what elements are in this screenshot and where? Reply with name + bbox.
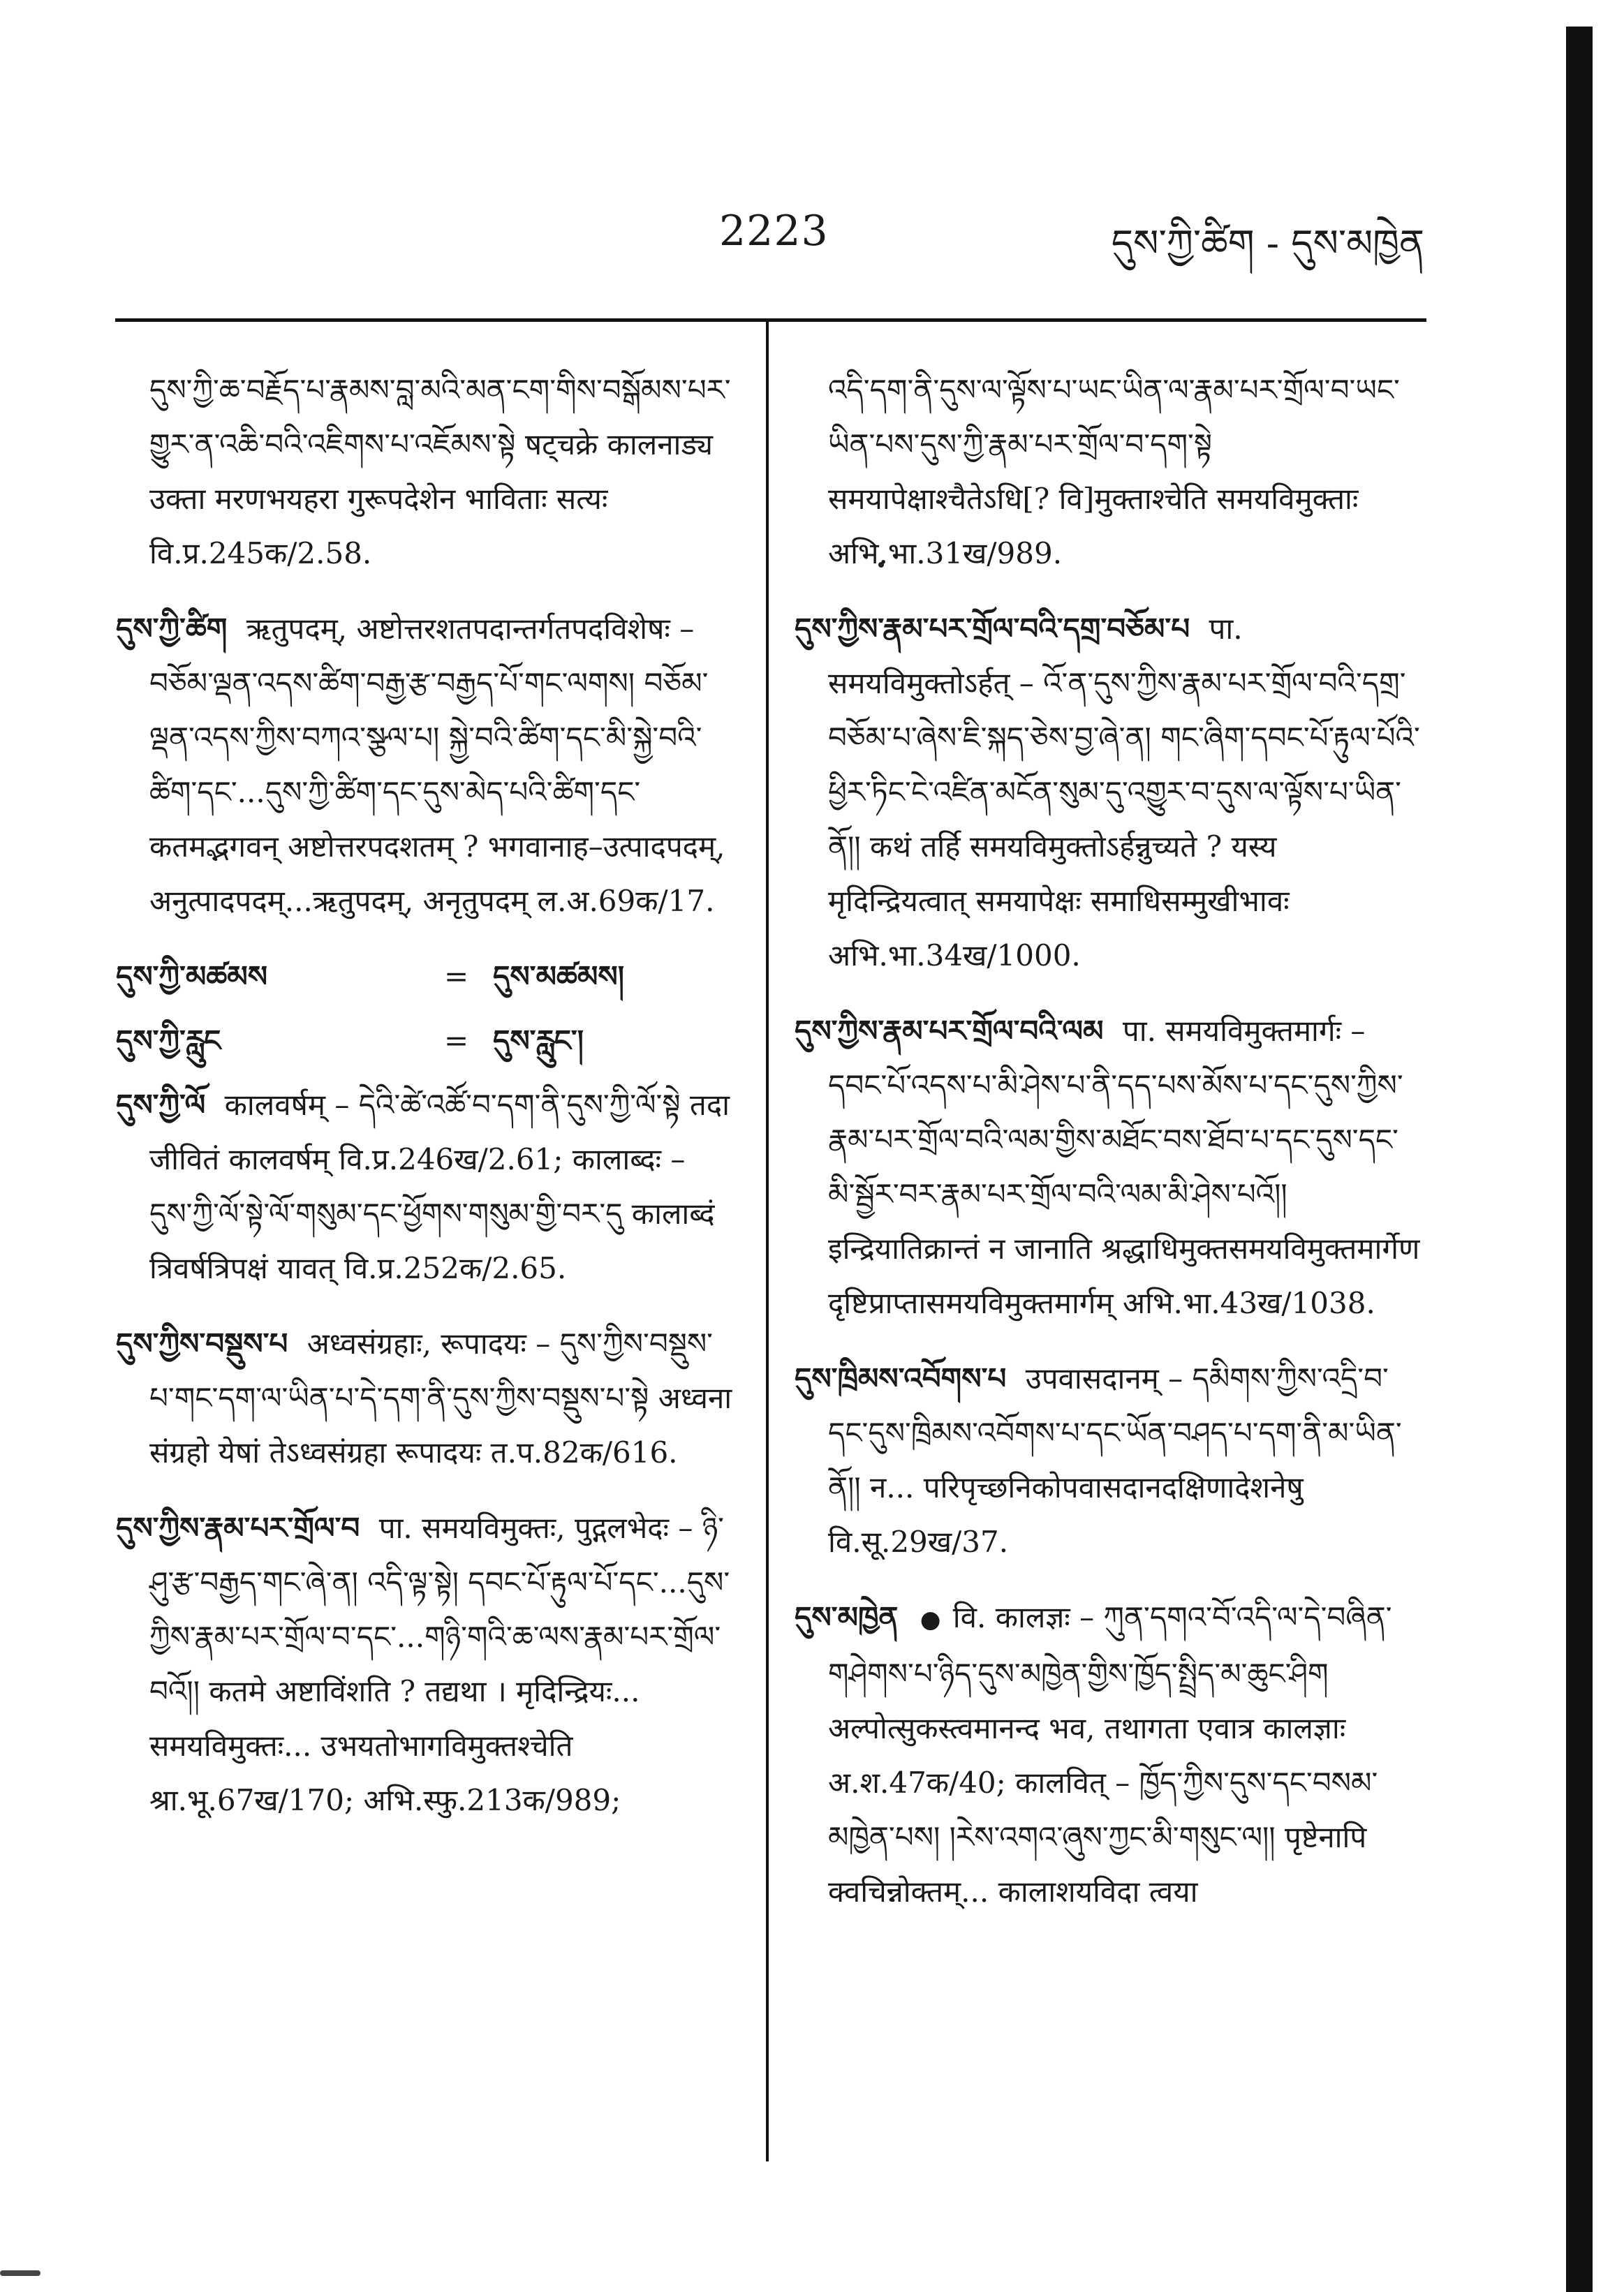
dictionary-entry <box>795 1352 1423 1569</box>
equals-sign: = <box>444 1023 469 1058</box>
scan-edge-bar <box>1566 27 1593 2292</box>
right-column <box>795 334 1423 1940</box>
dictionary-entry <box>116 1078 736 1296</box>
scan-smudge <box>0 2270 40 2276</box>
dictionary-entry <box>795 1004 1423 1331</box>
dictionary-entry <box>116 602 736 929</box>
entry-headword: དུས་ཁྲིམས་འབོགས་པ <box>795 1361 1007 1396</box>
dictionary-entry <box>116 1317 736 1480</box>
bullet-icon: ● <box>920 1606 941 1634</box>
running-head: དུས་ཀྱི་ཚིག - དུས་མཁྱེན <box>1111 221 1424 265</box>
entry-continuation: དུས་ཀྱི་ཆ་བརྗོད་པ་རྣམས་བླ་མའི་མན་ངག་གིས་བསྒོམས་པར་གྱུར་ན་འཆི་བའི་འཇིགས་པ་འཇོམས་སྟེ षट्चक्रे कालनाड्य उक्ता मरणभयहरा गुरूपदेशेन भाविताः सत्यः वि.प्र.245क/2.58. <box>149 373 731 570</box>
left-column <box>116 334 736 1849</box>
entry-headword: དུས་ཀྱིས་རྣམ་པར་གྲོལ་བའི་ལམ <box>795 1014 1104 1048</box>
entry-definition: उपवासदानम् – དམིགས་ཀྱིས་འདྲི་བ་དང་དུས་ཁྲིམས་འབོགས་པ་དང་ཡོན་བཤད་པ་དག་ནི་མ་ཡིན་ནོ།། न... परिपृच्छनिकोपवासदानदक्षिणादेशनेषु वि.सू.29ख/37. <box>828 1361 1402 1559</box>
column-divider <box>766 318 769 2161</box>
entry-definition: पा. समयविमुक्तः, पुद्गलभेदः – ཉི་ཤུ་རྩ་བརྒྱད་གང་ཞེ་ན། འདི་ལྟ་སྟེ། དབང་པོ་རྟུལ་པོ་དང་...དུས་ཀྱིས་རྣམ་པར་གྲོལ་བ་དང་...གཉི་གའི་ཆ་ལས་རྣམ་པར་གྲོལ་བའོ།། कतमे अष्टाविंशति ? तद्यथा । मृदिन्द्रियः... समयविमुक्तः... उभयतोभागविमुक्तश्चेति श्रा.भू.67ख/170; अभि.स्फु.213क/989; <box>149 1511 730 1817</box>
entry-headword: དུས་ཀྱིས་རྣམ་པར་གྲོལ་བའི་དགྲ་བཅོམ་པ <box>795 612 1190 646</box>
entry-definition: पा. समयविमुक्तमार्गः – དབང་པོ་འདས་པ་མི་ཤེས་པ་ནི་དད་པས་མོས་པ་དང་དུས་ཀྱིས་རྣམ་པར་གྲོལ་བའི་ལམ་གྱིས་མཐོང་བས་ཐོབ་པ་དང་དུས་དང་མི་སྦྱོར་བར་རྣམ་པར་གྲོལ་བའི་ལམ་མི་ཤེས་པའོ།། इन्द्रियातिक्रान्तं न जानाति श्रद्धाधिमुक्तसमयविमुक्तमार्गेण दृष्टिप्राप्तासमयविमुक्तमार्गम् अभि.भा.43ख/1038. <box>828 1014 1420 1320</box>
entry-continuation: འདི་དག་ནི་དུས་ལ་ལྟོས་པ་ཡང་ཡིན་ལ་རྣམ་པར་གྲོལ་བ་ཡང་ཡིན་པས་དུས་ཀྱི་རྣམ་པར་གྲོལ་བ་དག་སྟེ समयापेक्षाश्चैतेऽधि[? वि]मुक्ताश्चेति समयविमुक्ताः अभि.भा.31ख/989. <box>828 373 1400 570</box>
entry-definition: कालवर्षम् – དེའི་ཚེ་འཚོ་བ་དག་ནི་དུས་ཀྱི་ལོ་སྟེ तदा जीवितं कालवर्षम् वि.प्र.246ख/2.61; कालाब्दः – དུས་ཀྱི་ལོ་སྟེ་ལོ་གསུམ་དང་ཕྱོགས་གསུམ་གྱི་བར་དུ कालाब्दं त्रिवर्षत्रिपक्षं यावत् वि.प्र.252क/2.65. <box>149 1088 730 1285</box>
entry-headword: དུས་ཀྱིས་རྣམ་པར་གྲོལ་བ <box>116 1511 360 1545</box>
cross-reference-target: དུས་མཚམས། <box>493 959 625 993</box>
entry-headword: དུས་ཀྱི་ལོ <box>116 1088 206 1122</box>
header-rule <box>115 318 1426 322</box>
dictionary-entry <box>795 1590 1423 1919</box>
entry-headword: དུས་ཀྱི་ཚིག <box>116 612 228 646</box>
entry-headword: དུས་ཀྱིས་བསྡུས་པ <box>116 1326 288 1361</box>
entry-definition: वि. कालज्ञः – ཀུན་དགའ་བོ་འདི་ལ་དེ་བཞིན་གཤེགས་པ་ཉིད་དུས་མཁྱེན་གྱིས་ཁྱོད་སྤྲིད་མ་ཆུང་ཤིག अल्पोत्सुकस्त्वमानन्द भव, तथागता एवात्र कालज्ञाः अ.श.47क/40; कालवित् – ཁྱོད་ཀྱིས་དུས་དང་བསམ་མཁྱེན་པས། །རེས་འགའ་ཞུས་ཀྱང་མི་གསུང་ལ།། पृष्टेनापि क्वचिन्नोक्तम्... कालाशयविदा त्वया <box>828 1600 1392 1909</box>
entry-headword: དུས་མཁྱེན <box>795 1600 899 1634</box>
cross-reference-target: དུས་རླུང་། <box>493 1023 584 1058</box>
entry-headword: དུས་ཀྱི་མཚམས <box>116 959 268 993</box>
entry-definition: पा. समयविमुक्तोऽर्हत् – འོ་ན་དུས་ཀྱིས་རྣམ་པར་གྲོལ་བའི་དགྲ་བཅོམ་པ་ཞེས་ཇི་སྐད་ཅེས་བྱ་ཞེ་ན། གང་ཞིག་དབང་པོ་རྟུལ་པོའི་ཕྱིར་ཏིང་ངེ་འཛིན་མངོན་སུམ་དུ་འགྱུར་བ་དུས་ལ་ལྟོས་པ་ཡིན་ནོ།། कथं तर्हि समयविमुक्तोऽर्हन्नुच्यते ? यस्य मृदिन्द्रियत्वात् समयापेक्षः समाधिसम्मुखीभावः अभि.भा.34ख/1000. <box>828 612 1420 973</box>
dictionary-entry <box>795 602 1423 983</box>
entry-definition: अध्वसंग्रहाः, रूपादयः – དུས་ཀྱིས་བསྡུས་པ་གང་དག་ལ་ཡིན་པ་དེ་དག་ནི་དུས་ཀྱིས་བསྡུས་པ་སྟེ अध्वना संग्रहो येषां तेऽध्वसंग्रहा रूपादयः त.प.82क/616. <box>149 1326 732 1470</box>
page-number: 2223 <box>719 207 829 256</box>
equals-sign: = <box>444 959 469 993</box>
entry-headword: དུས་ཀྱི་རླུང <box>116 1023 221 1058</box>
cross-reference-entry <box>116 949 736 1004</box>
entry-definition: ऋतुपदम्, अष्टोत्तरशतपदान्तर्गतपदविशेषः – བཅོམ་ལྡན་འདས་ཚིག་བརྒྱ་རྩ་བརྒྱད་པོ་གང་ལགས། བཅོམ་ལྡན་འདས་ཀྱིས་བཀའ་སྩལ་པ། སྐྱེ་བའི་ཚིག་དང་མི་སྐྱེ་བའི་ཚིག་དང་...དུས་ཀྱི་ཚིག་དང་དུས་མེད་པའི་ཚིག་དང་ कतमद्भगवन् अष्टोत्तरपदशतम् ? भगवानाह–उत्पादपदम्, अनुत्पादपदम्...ऋतुपदम्, अनृतुपदम् ल.अ.69क/17. <box>149 612 725 918</box>
dictionary-entry <box>116 1501 736 1828</box>
cross-reference-entry <box>116 1014 736 1068</box>
